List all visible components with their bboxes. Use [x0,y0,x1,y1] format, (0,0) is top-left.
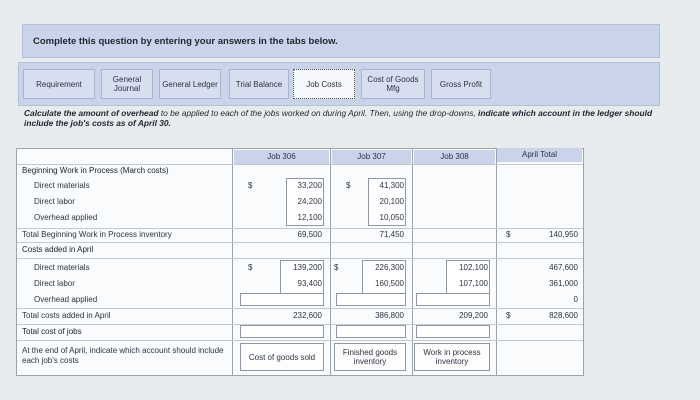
col-divider [330,148,331,376]
tab-general-ledger[interactable]: General Ledger [159,69,221,99]
col-divider [496,148,497,376]
label-direct-materials-april: Direct materials [34,263,90,272]
job-307-total-costs-added: 386,800 [375,311,404,320]
tab-trial-balance[interactable]: Trial Balance [229,69,289,99]
april-total-direct-materials: 467,600 [549,263,578,272]
april-total-costs-added: 828,600 [549,311,578,320]
instruction-banner [22,24,660,58]
job-308-direct-labor-april[interactable]: 107,100 [459,279,488,288]
directions-text [24,108,664,128]
header-job-306: Job 306 [234,150,329,164]
job-306-total-cost-input[interactable] [240,325,324,338]
dollar-sign: $ [346,181,351,190]
april-total-beginning: 140,950 [549,230,578,239]
april-total-overhead: 0 [573,295,578,304]
tab-job-costs[interactable]: Job Costs [293,69,355,99]
job-307-direct-labor-input[interactable]: 20,100 [379,197,404,206]
directions-body: to be applied to each of the jobs worked on during April. Then, using the drop-downs, [158,108,479,118]
header-job-308: Job 308 [414,150,495,164]
job-308-total-cost-input[interactable] [416,325,490,338]
row-line [17,164,583,165]
row-line [17,242,583,243]
label-direct-materials: Direct materials [34,181,90,190]
job-306-total-beginning: 69,500 [297,230,322,239]
label-total-costs-added: Total costs added in April [22,311,111,320]
label-account-question: At the end of April, indicate which account should include each job's costs [22,346,224,365]
job-307-overhead-input[interactable]: 10,050 [379,213,404,222]
job-306-account-dropdown[interactable]: Cost of goods sold [240,343,324,371]
col-divider [412,148,413,376]
header-april-total: April Total [496,148,582,162]
label-costs-added: Costs added in April [22,245,94,254]
label-overhead-applied-april: Overhead applied [34,295,98,304]
col-divider [232,148,233,376]
label-beginning-wip: Beginning Work in Process (March costs) [22,166,169,175]
instruction-text: Complete this question by entering your answers in the tabs below. [33,36,338,47]
directions-bold-1: Calculate the amount of overhead [24,108,159,118]
job-307-total-cost-input[interactable] [336,325,406,338]
dollar-sign: $ [506,230,511,239]
job-306-total-costs-added: 232,600 [293,311,322,320]
dollar-sign: $ [248,181,253,190]
row-line [17,228,583,229]
job-307-direct-labor-april[interactable]: 160,500 [375,279,404,288]
tab-cost-of-goods-mfg[interactable]: Cost of Goods Mfg [361,69,425,99]
row-line [17,340,583,341]
tab-gross-profit[interactable]: Gross Profit [431,69,491,99]
job-306-direct-labor-input[interactable]: 24,200 [297,197,322,206]
job-307-overhead-april-input[interactable] [336,293,406,306]
dollar-sign: $ [248,263,253,272]
tab-bar [18,62,660,106]
job-307-account-dropdown[interactable]: Finished goods inventory [334,343,406,371]
dollar-sign: $ [334,263,339,272]
job-307-direct-materials-april[interactable]: 226,300 [375,263,404,272]
label-overhead-applied: Overhead applied [34,213,98,222]
label-direct-labor: Direct labor [34,197,75,206]
directions-bold-2: indicate which account in the ledger should include the job's costs as of April 30. [24,108,653,128]
april-total-direct-labor: 361,000 [549,279,578,288]
label-total-cost-of-jobs: Total cost of jobs [22,327,82,336]
row-line [17,308,583,309]
job-308-total-costs-added: 209,200 [459,311,488,320]
job-306-direct-materials-april[interactable]: 139,200 [293,263,322,272]
job-306-overhead-april-input[interactable] [240,293,324,306]
label-direct-labor-april: Direct labor [34,279,75,288]
job-306-direct-materials-input[interactable]: 33,200 [297,181,322,190]
job-307-direct-materials-input[interactable]: 41,300 [379,181,404,190]
row-line [17,258,583,259]
tab-general-journal[interactable]: General Journal [101,69,153,99]
job-306-overhead-input[interactable]: 12,100 [297,213,322,222]
job-308-overhead-april-input[interactable] [416,293,490,306]
dollar-sign: $ [506,311,511,320]
tab-requirement[interactable]: Requirement [23,69,95,99]
job-308-account-dropdown[interactable]: Work in process inventory [414,343,490,371]
header-job-307: Job 307 [332,150,411,164]
label-total-beginning-wip: Total Beginning Work in Process inventory [22,230,172,239]
job-306-direct-labor-april[interactable]: 93,400 [297,279,322,288]
job-307-total-beginning: 71,450 [379,230,404,239]
job-308-direct-materials-april[interactable]: 102,100 [459,263,488,272]
